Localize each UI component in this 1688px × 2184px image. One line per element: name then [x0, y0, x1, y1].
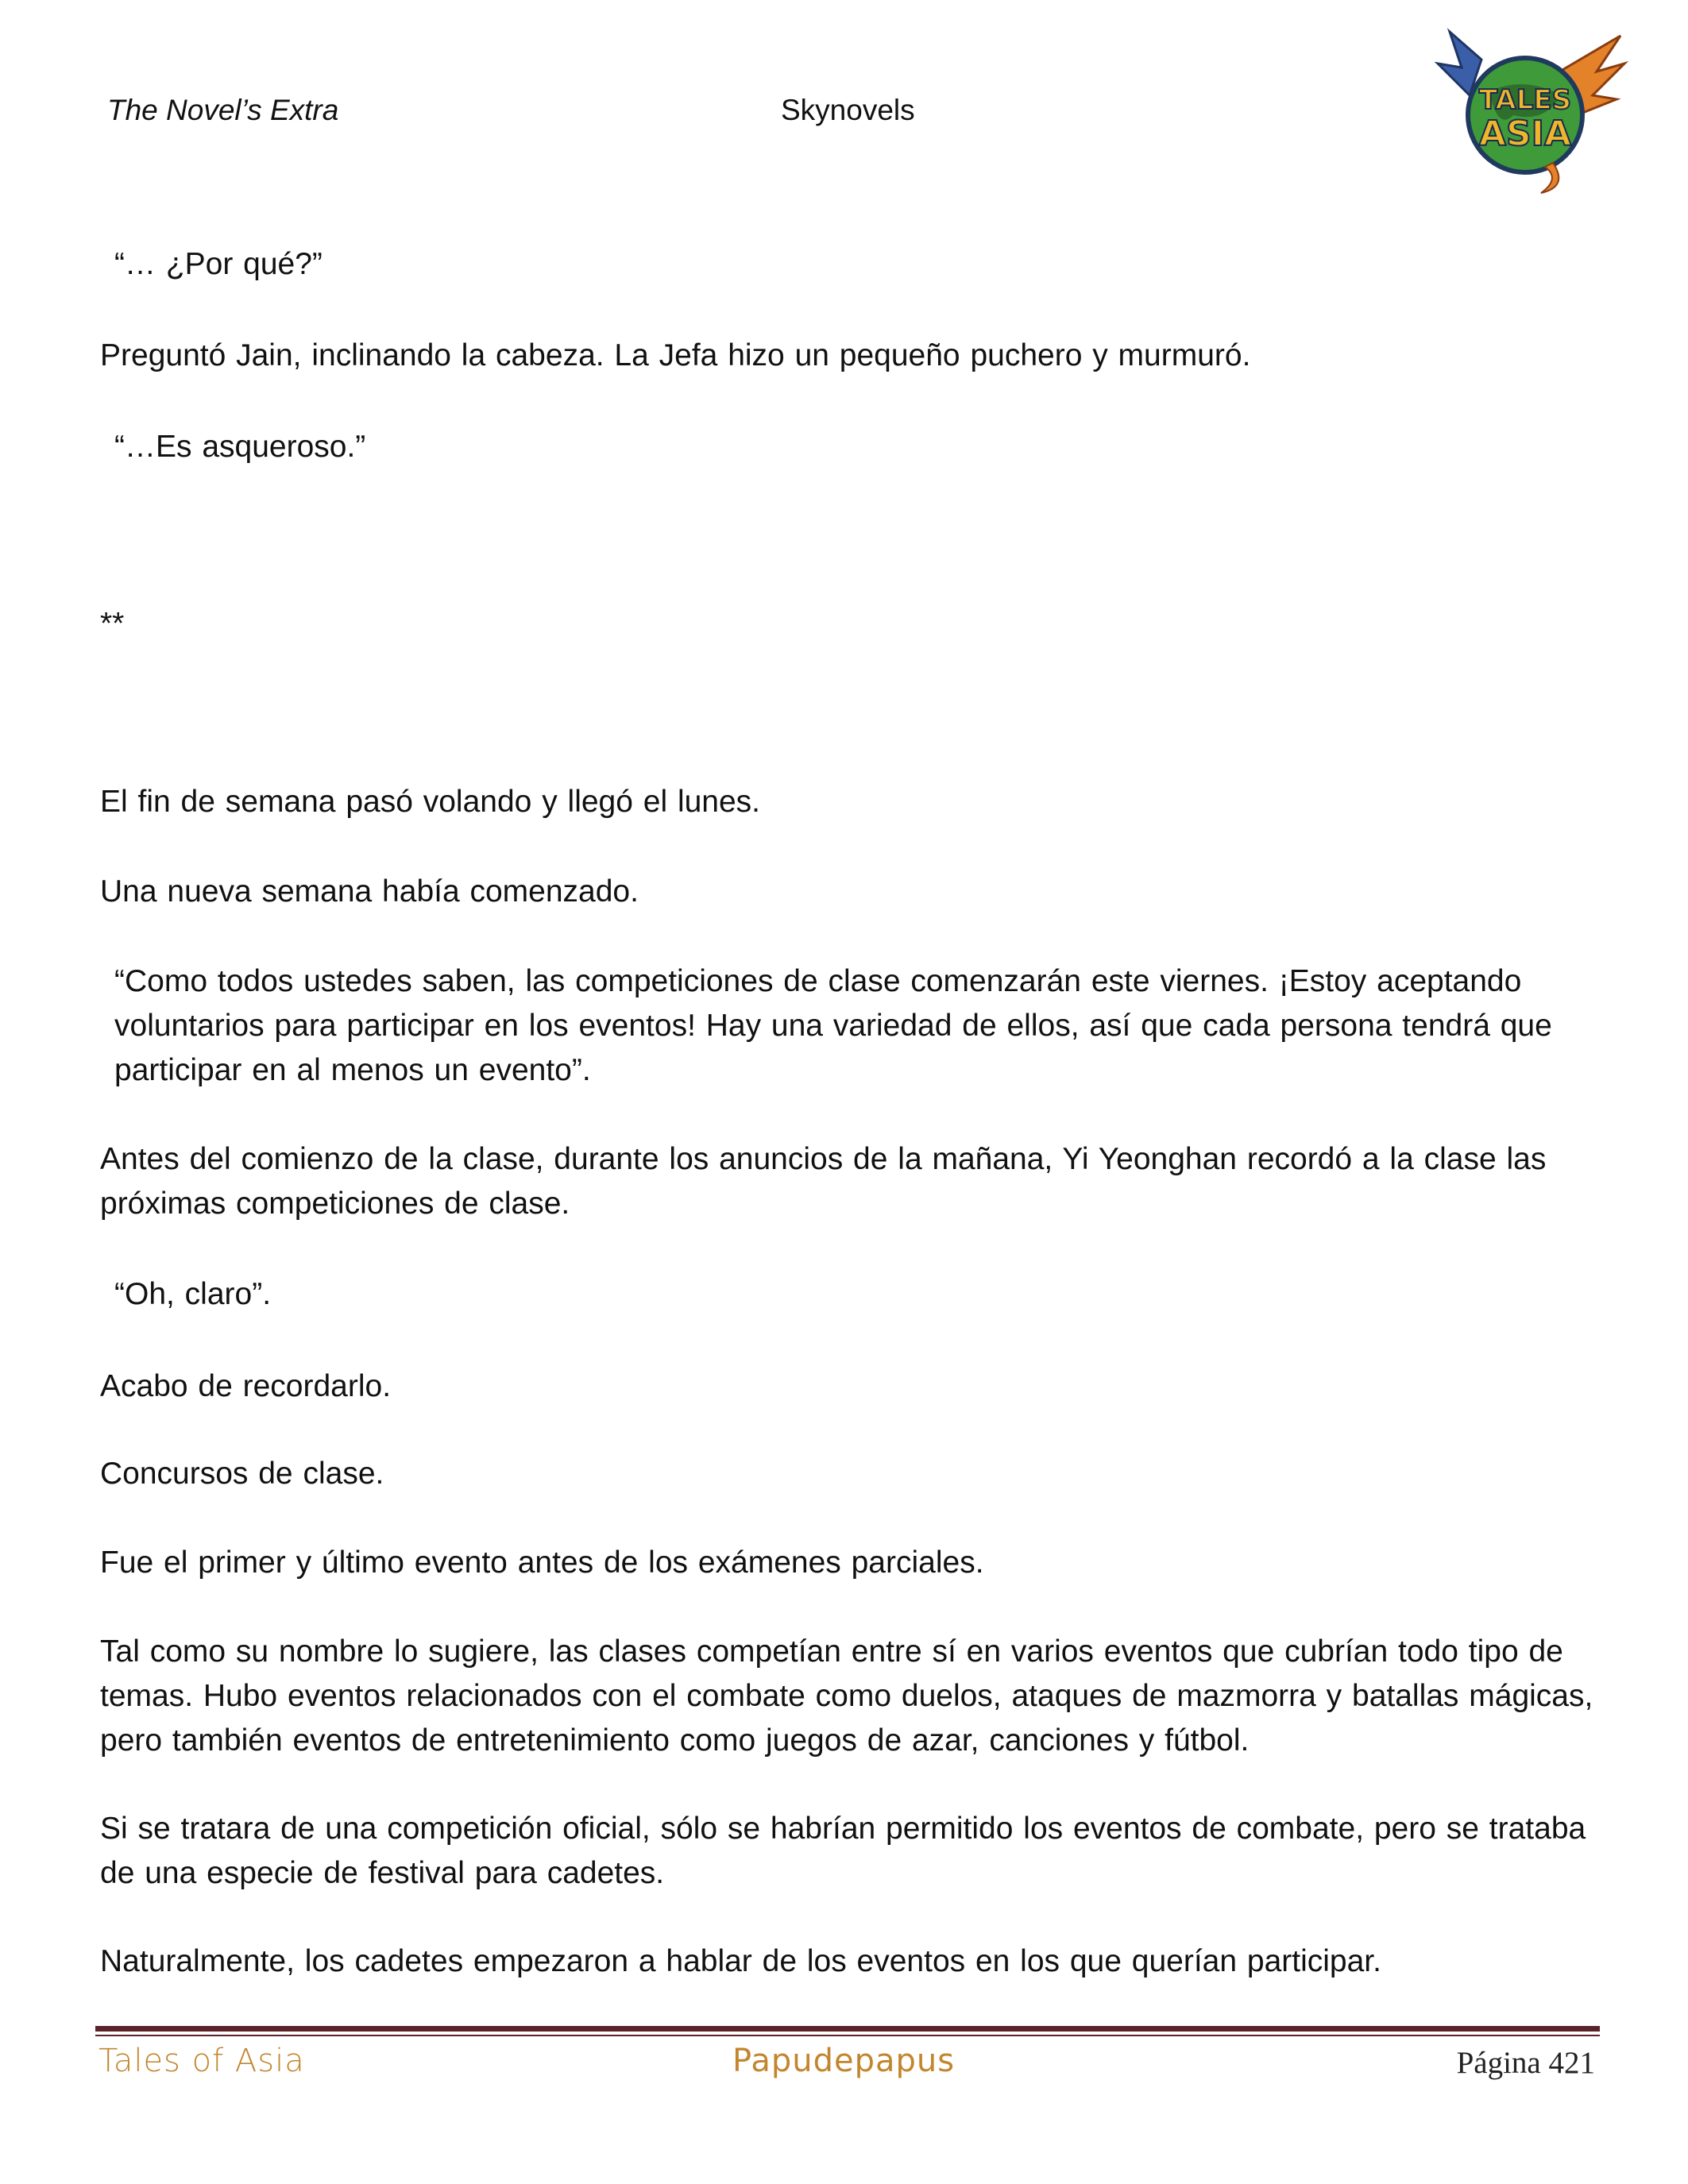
footer-page-number: Página 421 [1456, 2046, 1595, 2080]
header-book-title: The Novel’s Extra [107, 94, 339, 126]
paragraph-5: Una nueva semana había comenzado. [100, 874, 639, 909]
footer-rule-thick [95, 2026, 1600, 2032]
logo-text-asia: ASIA [1478, 114, 1572, 154]
paragraph-6: “Como todos ustedes saben, las competiciones de clase comenzarán este viernes. ¡Estoy aceptando voluntarios para participar en los eventos! Hay una variedad de ellos, así que cada persona tendrá que participar en al menos un evento”. [114, 964, 1552, 1087]
tales-of-asia-logo [1434, 28, 1628, 199]
paragraph-12: Tal como su nombre lo sugiere, las clases competían entre sí en varios eventos que cubrían todo tipo de temas. Hubo eventos relacionados con el combate como duelos, ataques de mazmorra y batallas mágicas, pero también eventos de entretenimiento como juegos de azar, canciones y fútbol. [100, 1634, 1593, 1758]
footer-rule-thin [95, 2035, 1600, 2036]
paragraph-2: Preguntó Jain, inclinando la cabeza. La Jefa hizo un pequeño puchero y murmuró. [100, 338, 1251, 372]
paragraph-4: El fin de semana pasó volando y llegó el lunes. [100, 785, 761, 819]
paragraph-13: Si se tratara de una competición oficial, sólo se habrían permitido los eventos de combate, pero se trataba de una especie de festival para cadetes. [100, 1812, 1586, 1890]
paragraph-1: “… ¿Por qué?” [114, 247, 323, 281]
paragraph-14: Naturalmente, los cadetes empezaron a hablar de los eventos en los que querían participar. [100, 1944, 1381, 1978]
footer-site-name: Tales of Asia [98, 2043, 305, 2079]
paragraph-9: Acabo de recordarlo. [100, 1369, 392, 1403]
logo-text-tales: TALES [1478, 84, 1572, 116]
paragraph-7: Antes del comienzo de la clase, durante los anuncios de la mañana, Yi Yeonghan recordó a la clase las próximas competiciones de clase. [100, 1142, 1547, 1221]
paragraph-3: “…Es asqueroso.” [114, 430, 366, 464]
header-source: Skynovels [781, 94, 915, 126]
paragraph-10: Concursos de clase. [100, 1457, 384, 1491]
paragraph-11: Fue el primer y último evento antes de los exámenes parciales. [100, 1545, 984, 1580]
paragraph-8: “Oh, claro”. [114, 1277, 272, 1311]
footer-translator: Papudepapus [732, 2043, 956, 2079]
section-separator: ** [100, 607, 125, 641]
